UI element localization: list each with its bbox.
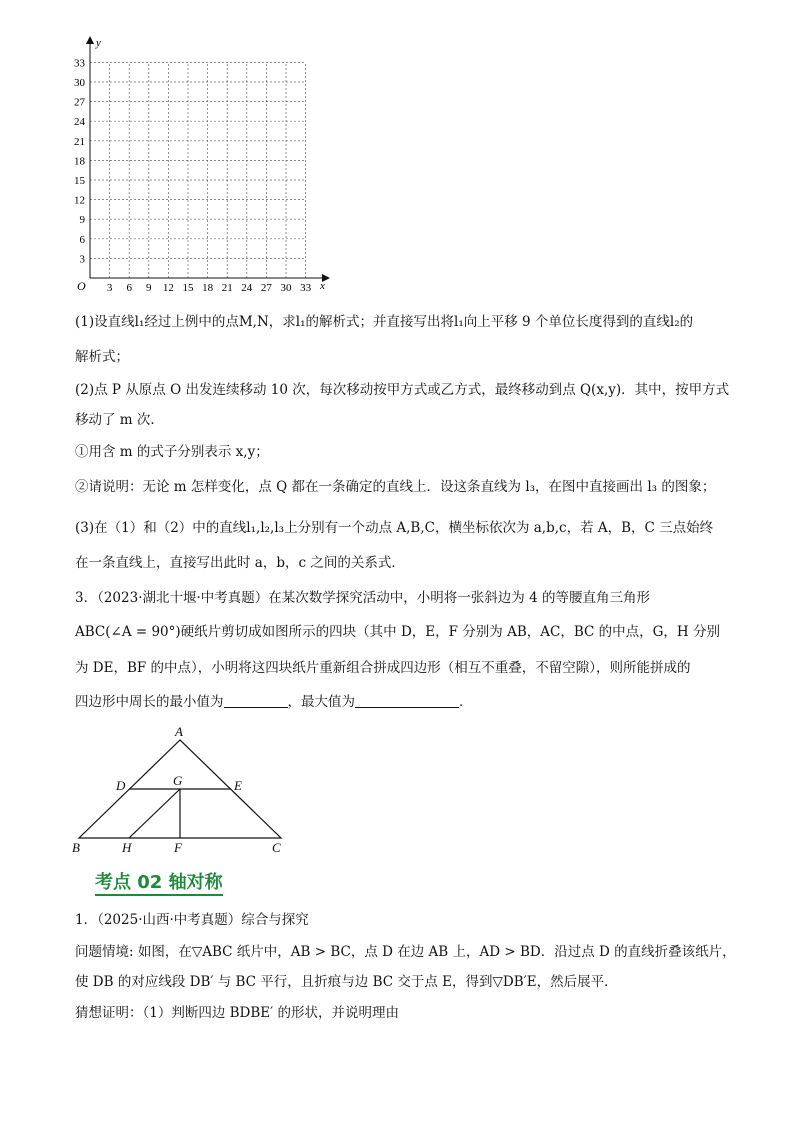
q2-part3-line1: (3)在（1）和（2）中的直线l₁,l₂,l₃上分别有一个动点 A,B,C，横坐标依次为 a,b,c，若 A，B，C 三点始终 xyxy=(75,520,714,536)
y-axis-label: y xyxy=(96,37,101,49)
y-tick-label: 21 xyxy=(74,135,85,148)
grid-lines xyxy=(90,62,306,278)
y-tick-label: 15 xyxy=(74,175,85,187)
q2-part2-sub2: ②请说明：无论 m 怎样变化，点 Q 都在一条确定的直线上．设这条直线为 l₃，在图中直接画出 l₃ 的图象； xyxy=(75,479,716,495)
q2-part2-sub1: ①用含 m 的式子分别表示 x,y； xyxy=(75,444,269,460)
q3-line4 xyxy=(75,692,473,712)
q3-line3: 为 DE，BF 的中点），小明将这四块纸片重新组合拼成四边形（相互不重叠，不留空隙），则所能拼成的 xyxy=(75,660,691,676)
x-tick-label: 9 xyxy=(146,282,152,294)
answer-blank-max[interactable] xyxy=(355,693,459,708)
y-tick-label: 9 xyxy=(79,214,85,227)
q3-max-label: ，最大值为 xyxy=(287,694,355,710)
x-tick-label: 33 xyxy=(300,282,312,294)
point-label-g: G xyxy=(173,773,183,788)
x-axis-label: x xyxy=(320,280,325,292)
y-tick-label: 6 xyxy=(79,233,85,246)
q1-line1: 1．（2025·山西·中考真题）综合与探究 xyxy=(75,912,309,928)
point-label-f: F xyxy=(174,840,182,855)
y-tick-label: 33 xyxy=(74,57,85,70)
point-label-d: D xyxy=(116,778,126,793)
q2-part1-line2: 解析式； xyxy=(75,349,129,365)
q2-part3-line2: 在一条直线上，直接写出此时 a，b，c 之间的关系式． xyxy=(75,555,405,571)
y-tick-label: 3 xyxy=(79,253,85,266)
q3-min-label: 四边形中周长的最小值为 xyxy=(75,694,224,710)
x-tick-label: 24 xyxy=(241,282,253,294)
x-tick-label: 30 xyxy=(280,282,292,294)
q2-part2-line2: 移动了 m 次． xyxy=(75,412,164,428)
section-heading: 考点 02 轴对称 xyxy=(95,872,223,896)
triangle-figure xyxy=(66,722,292,856)
x-tick-labels xyxy=(107,282,312,294)
x-tick-label: 6 xyxy=(126,282,132,294)
x-tick-label: 18 xyxy=(202,282,214,294)
x-tick-label: 27 xyxy=(260,282,272,294)
q1-line3: 使 DB 的对应线段 DB′ 与 BC 平行，且折痕与边 BC 交于点 E，得到▽DB′E，然后展平． xyxy=(75,974,618,990)
y-tick-label: 30 xyxy=(74,77,85,89)
point-label-e: E xyxy=(234,778,242,793)
y-tick-label: 12 xyxy=(74,194,85,207)
x-tick-label: 15 xyxy=(182,282,194,294)
point-label-h: H xyxy=(122,840,132,855)
x-tick-label: 21 xyxy=(221,282,233,294)
y-tick-label: 18 xyxy=(74,155,85,168)
q2-part2-line1: (2)点 P 从原点 O 出发连续移动 10 次，每次移动按甲方式或乙方式，最终移动到点 Q(x,y)．其中，按甲方式 xyxy=(75,382,730,398)
y-tick-label: 24 xyxy=(74,116,85,129)
y-tick-label: 27 xyxy=(74,96,85,109)
segment-gh xyxy=(129,789,180,838)
coordinate-grid xyxy=(60,32,340,294)
origin-label: O xyxy=(77,279,86,293)
q3-end-mark: ． xyxy=(459,694,473,710)
q3-line1: 3．（2023·湖北十堰·中考真题）在某次数学探究活动中，小明将一张斜边为 4 的等腰直角三角形 xyxy=(75,590,650,606)
q1-line2: 问题情境: 如图，在▽ABC 纸片中，AB > BC，点 D 在边 AB 上，AD > BD．沿过点 D 的直线折叠该纸片， xyxy=(75,944,736,960)
point-label-c: C xyxy=(272,840,281,855)
x-tick-label: 3 xyxy=(106,282,113,294)
point-label-a: A xyxy=(175,724,183,739)
answer-blank-min[interactable] xyxy=(224,693,288,708)
q3-line2: ABC(∠A = 90°)硬纸片剪切成如图所示的四块（其中 D，E，F 分别为 AB，AC，BC 的中点，G，H 分别 xyxy=(75,624,720,640)
point-label-b: B xyxy=(72,840,80,855)
x-tick-label: 12 xyxy=(162,282,174,294)
q1-line4: 猜想证明：（1）判断四边 BDBE′ 的形状，并说明理由 xyxy=(75,1005,400,1021)
y-axis-arrow-icon xyxy=(86,36,94,44)
y-tick-labels xyxy=(74,57,86,265)
q2-part1-line1: (1)设直线l₁经过上例中的点M,N，求l₁的解析式；并直接写出将l₁向上平移 9 个单位长度得到的直线l₂的 xyxy=(75,314,694,330)
